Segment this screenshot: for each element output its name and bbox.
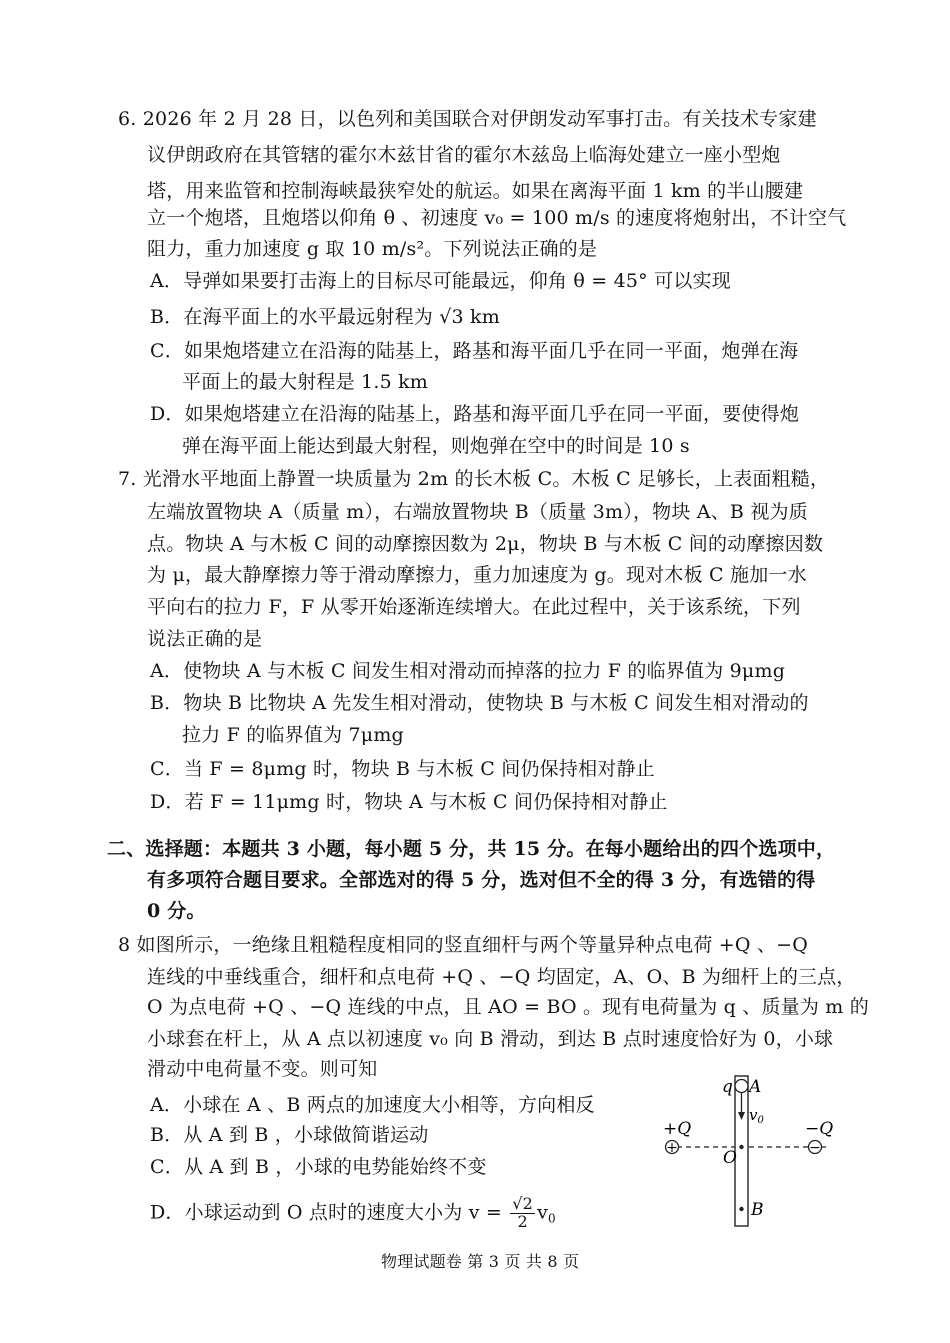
- q8-option-d-v-sub: 0: [548, 1211, 556, 1226]
- q6-stem-line-4: 立一个炮塔，且炮塔以仰角 θ 、初速度 v₀ = 100 m/s 的速度将炮射出，不计空气: [147, 207, 847, 229]
- label-minus-q: −Q: [805, 1119, 834, 1139]
- label-plus-q: +Q: [663, 1119, 692, 1139]
- q8-option-d-fraction: [510, 1196, 535, 1231]
- q6-option-d: D．如果炮塔建立在沿海的陆基上，路基和海平面几乎在同一平面，要使得炮: [150, 403, 800, 425]
- q8-option-d-text: D．小球运动到 O 点时的速度大小为 v =: [150, 1201, 503, 1224]
- fraction-numerator: √2: [512, 1194, 534, 1213]
- q7-option-c: C．当 F = 8μmg 时，物块 B 与木板 C 间仍保持相对静止: [150, 758, 655, 780]
- q8-option-d: [150, 1196, 556, 1231]
- fraction-denominator: 2: [517, 1211, 528, 1231]
- q7-option-a: A．使物块 A 与木板 C 间发生相对滑动而掉落的拉力 F 的临界值为 9μmg: [150, 660, 786, 682]
- q8-stem-line-2: 连线的中垂线重合，细杆和点电荷 +Q 、−Q 均固定，A、O、B 为细杆上的三点，: [147, 966, 856, 988]
- q7-option-b: B．物块 B 比物块 A 先发生相对滑动，使物块 B 与木板 C 间发生相对滑动的: [150, 692, 809, 714]
- q7-stem-line-5: 平向右的拉力 F，F 从零开始逐渐连续增大。在此过程中，关于该系统，下列: [147, 596, 801, 618]
- positive-charge-symbol: +: [666, 1140, 678, 1156]
- section-2-line-2: 有多项符合题目要求。全部选对的得 5 分，选对但不全的得 3 分，有选错的得: [147, 869, 816, 891]
- q8-stem-line-3: O 为点电荷 +Q 、−Q 连线的中点，且 AO = BO 。现有电荷量为 q 、质量为 m 的: [147, 996, 869, 1018]
- section-2-line-3: 0 分。: [147, 900, 206, 922]
- q7-option-d: D．若 F = 11μmg 时，物块 A 与木板 C 间仍保持相对静止: [150, 791, 668, 813]
- label-o: O: [723, 1148, 737, 1168]
- q8-option-d-v: v: [537, 1201, 548, 1224]
- q8-option-a: A．小球在 A 、B 两点的加速度大小相等，方向相反: [150, 1094, 595, 1116]
- q8-stem-line-4: 小球套在杆上，从 A 点以初速度 v₀ 向 B 滑动，到达 B 点时速度恰好为 0，小球: [147, 1028, 834, 1050]
- label-v0: $v_0$: [749, 1106, 764, 1126]
- q6-option-c-cont: 平面上的最大射程是 1.5 km: [182, 371, 429, 393]
- q7-stem-line-1: 7. 光滑水平地面上静置一块质量为 2m 的长木板 C。木板 C 足够长，上表面粗糙，: [118, 468, 830, 490]
- q8-option-c: C．从 A 到 B ，小球的电势能始终不变: [150, 1156, 487, 1178]
- q8-stem-line-5: 滑动中电荷量不变。则可知: [147, 1058, 378, 1080]
- q6-option-a: A．导弹如果要打击海上的目标尽可能最远，仰角 θ = 45° 可以实现: [150, 270, 731, 292]
- section-2-line-1: 二、选择题：本题共 3 小题，每小题 5 分，共 15 分。在每小题给出的四个选项中，: [107, 838, 836, 860]
- q6-option-b: B．在海平面上的水平最远射程为 √3 km: [150, 306, 500, 328]
- q8-figure: [655, 1068, 855, 1228]
- label-b: B: [751, 1200, 764, 1220]
- q6-option-d-cont: 弹在海平面上能达到最大射程，则炮弹在空中的时间是 10 s: [182, 435, 690, 457]
- q7-stem-line-2: 左端放置物块 A（质量 m），右端放置物块 B（质量 3m），物块 A、B 视为质: [147, 501, 808, 523]
- charged-ball: [735, 1080, 748, 1093]
- page-footer: 物理试题卷 第 3 页 共 8 页: [381, 1252, 580, 1271]
- q6-stem-line-2: 议伊朗政府在其管辖的霍尔木兹甘省的霍尔木兹岛上临海处建立一座小型炮: [147, 144, 781, 166]
- label-a: A: [749, 1077, 762, 1097]
- q7-stem-line-4: 为 μ，最大静摩擦力等于滑动摩擦力，重力加速度为 g。现对木板 C 施加一水: [147, 564, 807, 586]
- q8-stem-line-1: 8 如图所示，一绝缘且粗糙程度相同的竖直细杆与两个等量异种点电荷 +Q 、−Q: [118, 934, 809, 956]
- q6-stem-line-3: 塔，用来监管和控制海峡最狭窄处的航运。如果在离海平面 1 km 的半山腰建: [147, 180, 804, 202]
- q6-option-c: C．如果炮塔建立在沿海的陆基上，路基和海平面几乎在同一平面，炮弹在海: [150, 340, 799, 362]
- label-q: q: [722, 1077, 733, 1097]
- point-b-dot: [739, 1207, 743, 1211]
- q8-option-b: B．从 A 到 B ，小球做简谐运动: [150, 1124, 429, 1146]
- q6-stem-line-5: 阻力，重力加速度 g 取 10 m/s²。下列说法正确的是: [147, 238, 598, 260]
- q7-stem-line-6: 说法正确的是: [147, 628, 263, 650]
- point-o-dot: [739, 1145, 743, 1149]
- q7-stem-line-3: 点。物块 A 与木板 C 间的动摩擦因数为 2μ，物块 B 与木板 C 间的动摩擦因数: [147, 533, 824, 555]
- negative-charge-symbol: −: [809, 1140, 821, 1156]
- q6-stem-line-1: 6. 2026 年 2 月 28 日，以色列和美国联合对伊朗发动军事打击。有关技术专家建: [118, 108, 817, 130]
- q7-option-b-cont: 拉力 F 的临界值为 7μmg: [182, 724, 404, 746]
